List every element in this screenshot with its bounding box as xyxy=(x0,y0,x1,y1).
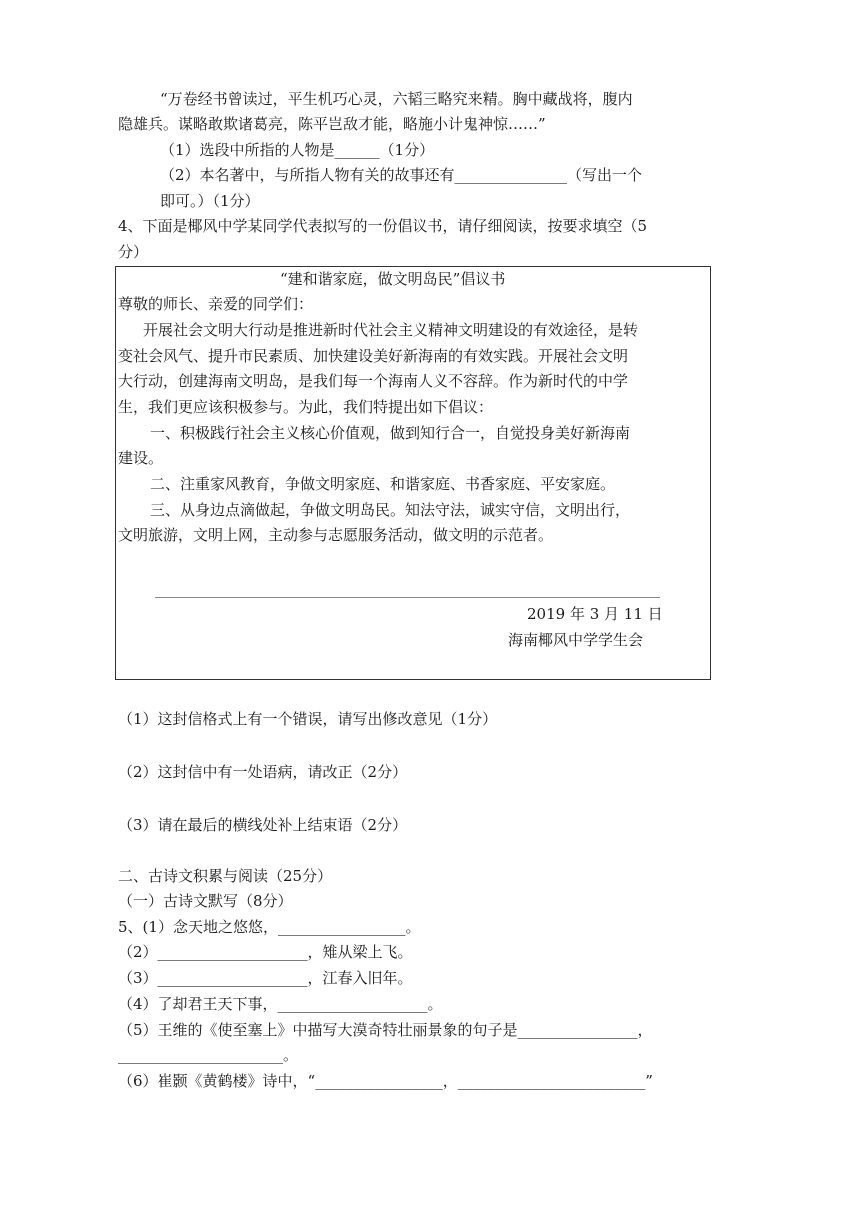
letter-signer: 海南椰风中学学生会 xyxy=(508,631,644,649)
letter-title: “建和谐家庭，做文明岛民”倡议书 xyxy=(280,270,506,288)
letter-paragraph: 开展社会文明大行动是推进新时代社会主义精神文明建设的有效途径，是转 xyxy=(143,321,639,339)
sub-question-1: （1）这封信格式上有一个错误，请写出修改意见（1分） xyxy=(118,710,498,728)
letter-paragraph: 变社会风气、提升市民素质、加快建设美好新海南的有效实践。开展社会文明 xyxy=(118,347,629,365)
sub-question-2: （2）这封信中有一处语病，请改正（2分） xyxy=(118,763,408,781)
poem-blank-3: （3）____________________，江春入旧年。 xyxy=(118,969,413,987)
sub-question-3: （3）请在最后的横线处补上结束语（2分） xyxy=(118,816,408,834)
letter-salutation: 尊敬的师长、亲爱的同学们： xyxy=(118,295,314,313)
letter-point-1-cont: 建设。 xyxy=(118,449,164,467)
question-2-cont: 即可。）（1分） xyxy=(160,192,260,210)
section-heading: 二、古诗文积累与阅读（25分） xyxy=(118,867,333,885)
question-4-intro: 4、下面是椰风中学某同学代表拟写的一份倡议书，请仔细阅读，按要求填空（5 xyxy=(118,217,648,235)
poem-blank-4: （4）了却君王天下事，____________________。 xyxy=(118,995,443,1013)
poem-blank-6: （6）崔颢《黄鹤楼》诗中，“_________________，_________________________” xyxy=(118,1072,653,1090)
quote-line: “万卷经书曾读过，平生机巧心灵，六韬三略究来精。胸中藏战将，腹内 xyxy=(160,90,633,108)
poem-blank-2: （2）____________________，雉从梁上飞。 xyxy=(118,943,413,961)
question-1: （1）选段中所指的人物是______（1分） xyxy=(160,141,435,159)
letter-date: 2019 年 3 月 11 日 xyxy=(527,605,663,623)
question-4-intro-cont: 分） xyxy=(118,243,149,261)
quote-line: 隐雄兵。谋略敢欺诸葛亮，陈平岂敌才能，略施小计鬼神惊……” xyxy=(118,115,546,133)
letter-point-2: 二、注重家风教育，争做文明家庭、和谐家庭、书香家庭、平安家庭。 xyxy=(150,475,616,493)
poem-blank-5-cont: ______________________。 xyxy=(118,1046,299,1064)
letter-point-1: 一、积极践行社会主义核心价值观，做到知行合一，自觉投身美好新海南 xyxy=(150,424,631,442)
subsection-heading: （一）古诗文默写（8分） xyxy=(118,892,293,910)
question-2: （2）本名著中，与所指人物有关的故事还有_______________（写出一个 xyxy=(160,166,643,184)
letter-point-3-cont: 文明旅游，文明上网，主动参与志愿服务活动，做文明的示范者。 xyxy=(118,526,554,544)
letter-paragraph: 生，我们更应该积极参与。为此，我们特提出如下倡议： xyxy=(118,398,494,416)
letter-point-3: 三、从身边点滴做起，争做文明岛民。知法守法，诚实守信，文明出行， xyxy=(150,501,631,519)
closing-blank-line xyxy=(155,597,660,598)
poem-blank-1: 5、(1）念天地之悠悠，_________________。 xyxy=(118,918,421,936)
poem-blank-5: （5）王维的《使至塞上》中描写大漠奇特壮丽景象的句子是________________， xyxy=(118,1021,653,1039)
letter-paragraph: 大行动，创建海南文明岛，是我们每一个海南人义不容辞。作为新时代的中学 xyxy=(118,372,629,390)
